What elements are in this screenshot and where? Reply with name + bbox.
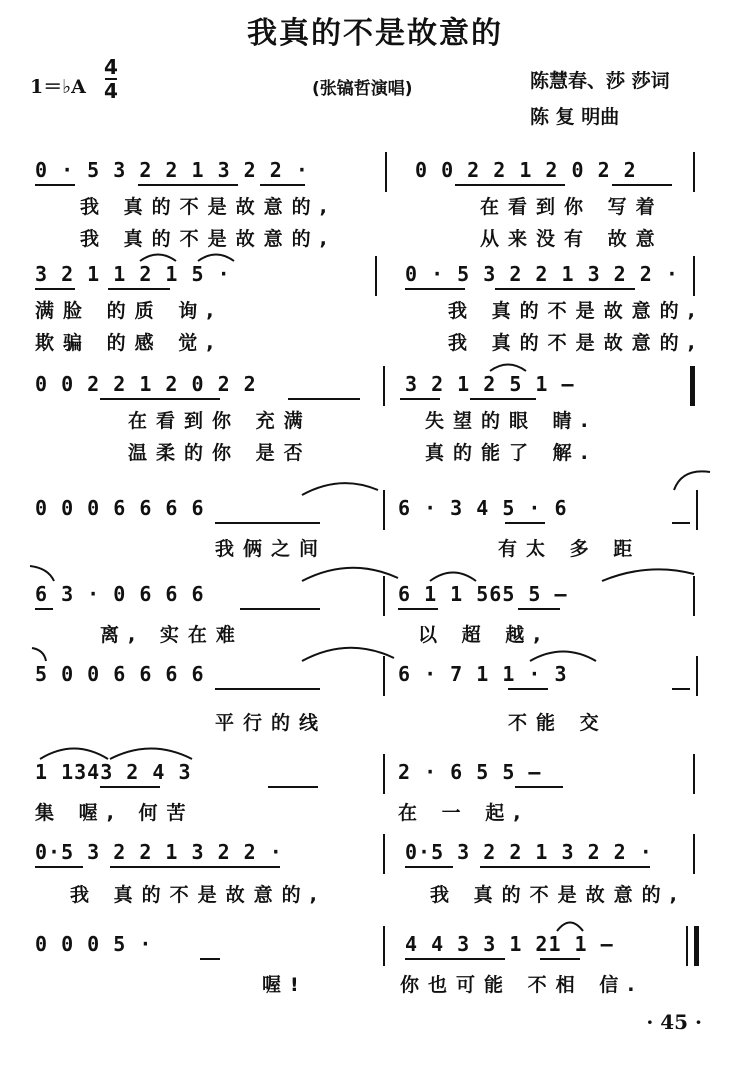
tie bbox=[672, 470, 712, 492]
lyric-line-2b: 我 真的不是故意的, bbox=[448, 332, 704, 354]
bar-line bbox=[385, 152, 387, 192]
bar-line bbox=[693, 834, 695, 874]
lyric-line-1: 满脸 的质 询, bbox=[35, 300, 223, 322]
bar-line bbox=[696, 490, 698, 530]
page-number: · 45 · bbox=[646, 1010, 702, 1034]
lyric-line-1b: 你也可能 不相 信. bbox=[400, 974, 644, 996]
lyric-line-1b: 有太 多 距 bbox=[498, 538, 642, 560]
bar-line bbox=[383, 834, 385, 874]
final-bar bbox=[694, 926, 699, 966]
bar-line bbox=[693, 754, 695, 794]
lyric-line-1: 在看到你 充满 bbox=[128, 410, 312, 432]
measure-18-notes: 4 4 3 3 1 21 1 — bbox=[405, 932, 614, 956]
measure-15-notes: 0·5 3 2 2 1 3 2 2 · bbox=[35, 840, 283, 864]
lyric-line-1b: 以 超 越, bbox=[418, 624, 550, 646]
bar-line bbox=[383, 656, 385, 696]
lyric-line-1: 我 真的不是故意的, bbox=[70, 884, 326, 906]
lyricist-credit: 陈慧春、莎 莎词 bbox=[530, 70, 670, 92]
measure-9-notes: 6 3 · 0 6 6 6 bbox=[35, 582, 205, 606]
measure-7-notes: 0 0 0 6 6 6 6 bbox=[35, 496, 205, 520]
key-signature: 1＝♭A bbox=[30, 76, 86, 98]
repeat-bar bbox=[690, 366, 695, 406]
lyric-line-1: 平行的线 bbox=[215, 712, 328, 734]
bar-line bbox=[693, 152, 695, 192]
lyric-line-2b: 从来没有 故意 bbox=[480, 228, 664, 250]
measure-4-notes: 0 · 5 3 2 2 1 3 2 2 · bbox=[405, 262, 679, 286]
measure-11-notes: 5 0 0 6 6 6 6 bbox=[35, 662, 205, 686]
tie bbox=[30, 646, 50, 662]
measure-10-notes: 6 1 1 565 5 — bbox=[398, 582, 568, 606]
bar-line bbox=[693, 576, 695, 616]
measure-12-notes: 6 · 7 1 1 · 3 bbox=[398, 662, 568, 686]
slur bbox=[428, 568, 478, 582]
measure-8-notes: 6 · 3 4 5 · 6 bbox=[398, 496, 568, 520]
bar-line bbox=[693, 256, 695, 296]
lyric-line-1b: 不能 交 bbox=[508, 712, 608, 734]
tie bbox=[300, 478, 380, 496]
lyric-line-1b: 在 一 起, bbox=[398, 802, 530, 824]
lyric-line-1: 我俩之间 bbox=[215, 538, 328, 560]
lyric-line-1b: 失望的眼 睛. bbox=[425, 410, 597, 432]
bar-line bbox=[383, 490, 385, 530]
measure-2-notes: 0 0 2 2 1 2 0 2 2 bbox=[415, 158, 637, 182]
lyric-line-1b: 我 真的不是故意的, bbox=[448, 300, 704, 322]
lyric-line-2: 欺骗 的感 觉, bbox=[35, 332, 223, 354]
performer: (张镐哲演唱) bbox=[312, 79, 413, 99]
lyric-line-1b: 我 真的不是故意的, bbox=[430, 884, 686, 906]
slur bbox=[196, 250, 236, 262]
measure-1-notes: 0 · 5 3 2 2 1 3 2 2 · bbox=[35, 158, 309, 182]
tie bbox=[28, 564, 58, 582]
measure-17-notes: 0 0 0 5 · bbox=[35, 932, 153, 956]
meter-top: 4 bbox=[104, 55, 118, 79]
time-signature bbox=[104, 56, 118, 102]
lyric-line-1: 喔! bbox=[262, 974, 308, 996]
tie bbox=[600, 568, 696, 582]
measure-16-notes: 0·5 3 2 2 1 3 2 2 · bbox=[405, 840, 653, 864]
song-title: 我真的不是故意的 bbox=[247, 16, 503, 51]
slur bbox=[138, 250, 178, 262]
tie bbox=[528, 646, 598, 662]
measure-3-notes: 3 2 1 1 2 1 5 · bbox=[35, 262, 231, 286]
composer-credit: 陈 复 明曲 bbox=[530, 106, 620, 128]
tie bbox=[300, 642, 396, 662]
bar-line bbox=[383, 754, 385, 794]
tie bbox=[300, 562, 400, 582]
bar-line bbox=[383, 576, 385, 616]
meter-bottom: 4 bbox=[104, 79, 118, 103]
slur bbox=[488, 360, 528, 372]
measure-13-notes: 1 1343 2 4 3 bbox=[35, 760, 192, 784]
slur bbox=[555, 918, 585, 932]
bar-line bbox=[383, 926, 385, 966]
bar-line bbox=[383, 366, 385, 406]
measure-5-notes: 0 0 2 2 1 2 0 2 2 bbox=[35, 372, 257, 396]
lyric-line-2: 我 真的不是故意的, bbox=[80, 228, 336, 250]
bar-line bbox=[686, 926, 688, 966]
measure-14-notes: 2 · 6 5 5 — bbox=[398, 760, 542, 784]
lyric-line-2: 温柔的你 是否 bbox=[128, 442, 312, 464]
measure-6-notes: 3 2 1 2 5 1 — bbox=[405, 372, 575, 396]
bar-line bbox=[375, 256, 377, 296]
slur bbox=[108, 744, 194, 760]
lyric-line-1: 集 喔, 何苦 bbox=[35, 802, 195, 824]
lyric-line-1: 离, 实在难 bbox=[100, 624, 244, 646]
tie bbox=[38, 744, 110, 760]
bar-line bbox=[696, 656, 698, 696]
lyric-line-1: 我 真的不是故意的, bbox=[80, 196, 336, 218]
lyric-line-2b: 真的能了 解. bbox=[425, 442, 597, 464]
lyric-line-1b: 在看到你 写着 bbox=[480, 196, 664, 218]
